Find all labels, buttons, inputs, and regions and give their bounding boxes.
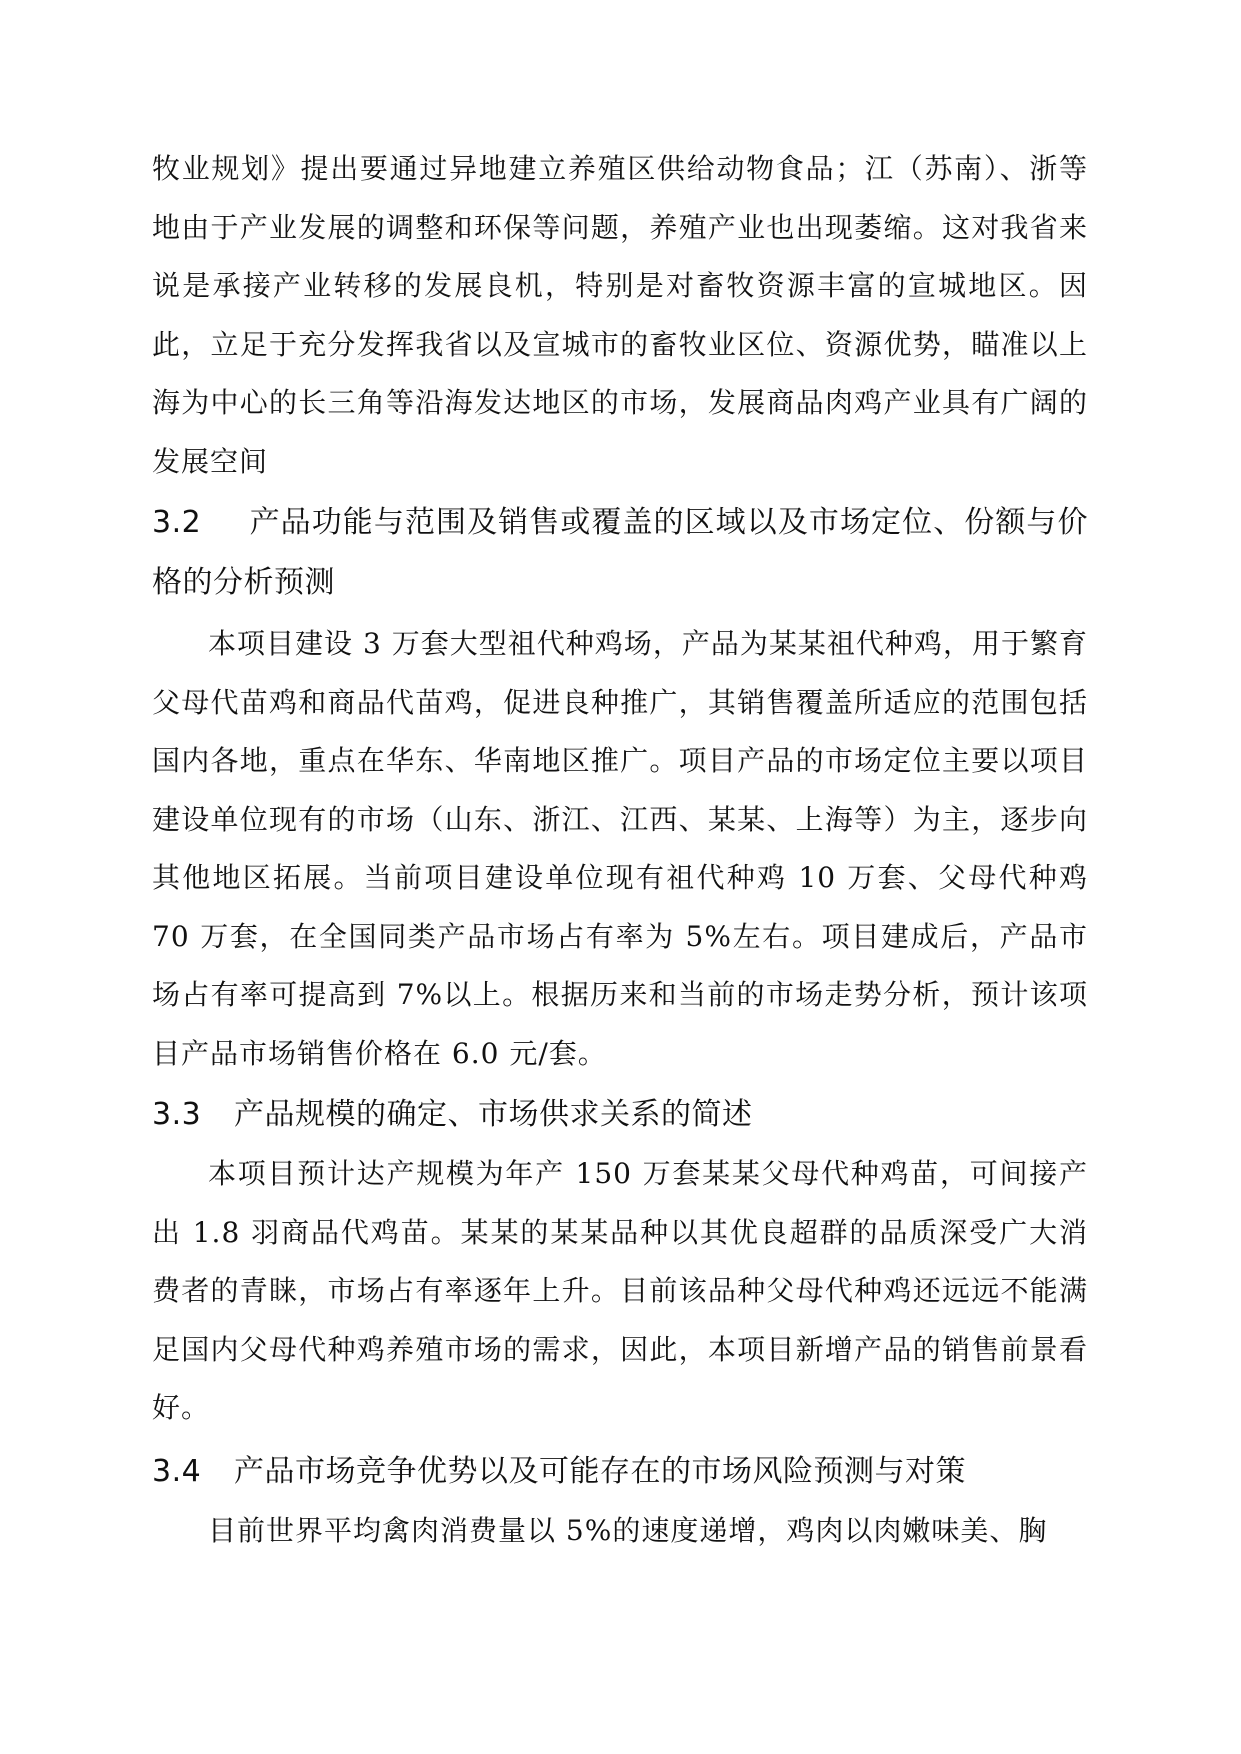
paragraph-product-scale: 本项目预计达产规模为年产 150 万套某某父母代种鸡苗，可间接产出 1.8 羽商品代鸡苗。某某的某某品种以其优良超群的品质深受广大消费者的青睐，市场占有率逐年上升。目前该品种父母代种鸡还远远不能满足国内父母代种鸡养殖市场的需求，因此，本项目新增产品的销售前景看好。 <box>152 1157 1088 1424</box>
section-number: 3.3 <box>152 1097 202 1132</box>
paragraph-product-function: 本项目建设 3 万套大型祖代种鸡场，产品为某某祖代种鸡，用于繁育父母代苗鸡和商品代苗鸡，促进良种推广，其销售覆盖所适应的范围包括国内各地，重点在华东、华南地区推广。项目产品的市场定位主要以项目建设单位现有的市场（山东、浙江、江西、某某、上海等）为主，逐步向其他地区拓展。当前项目建设单位现有祖代种鸡 10 万套、父母代种鸡 70 万套，在全国同类产品市场占有率为 5%左右。项目建成后，产品市场占有率可提高到 7%以上。根据历来和当前的市场走势分析，预计该项目产品市场销售价格在 6.0 元/套。 <box>152 627 1088 1070</box>
section-title: 产品规模的确定、市场供求关系的简述 <box>234 1097 753 1132</box>
section-heading-3-2 <box>152 493 1088 613</box>
document-page <box>152 140 1088 1560</box>
section-title: 产品功能与范围及销售或覆盖的区域以及市场定位、份额与价格的分析预测 <box>152 505 1088 600</box>
section-heading-3-3 <box>152 1085 1088 1145</box>
section-title: 产品市场竞争优势以及可能存在的市场风险预测与对策 <box>234 1453 966 1489</box>
paragraph-intro: 牧业规划》提出要通过异地建立养殖区供给动物食品；江（苏南）、浙等地由于产业发展的调整和环保等问题，养殖产业也出现萎缩。这对我省来说是承接产业转移的发展良机，特别是对畜牧资源丰富的宣城地区。因此，立足于充分发挥我省以及宣城市的畜牧业区位、资源优势，瞄准以上海为中心的长三角等沿海发达地区的市场，发展商品肉鸡产业具有广阔的发展空间 <box>152 152 1088 478</box>
section-number: 3.2 <box>152 505 202 540</box>
section-heading-3-4 <box>152 1442 1088 1502</box>
section-number: 3.4 <box>152 1453 202 1489</box>
paragraph-competition: 目前世界平均禽肉消费量以 5%的速度递增，鸡肉以肉嫩味美、胸 <box>208 1513 1048 1547</box>
